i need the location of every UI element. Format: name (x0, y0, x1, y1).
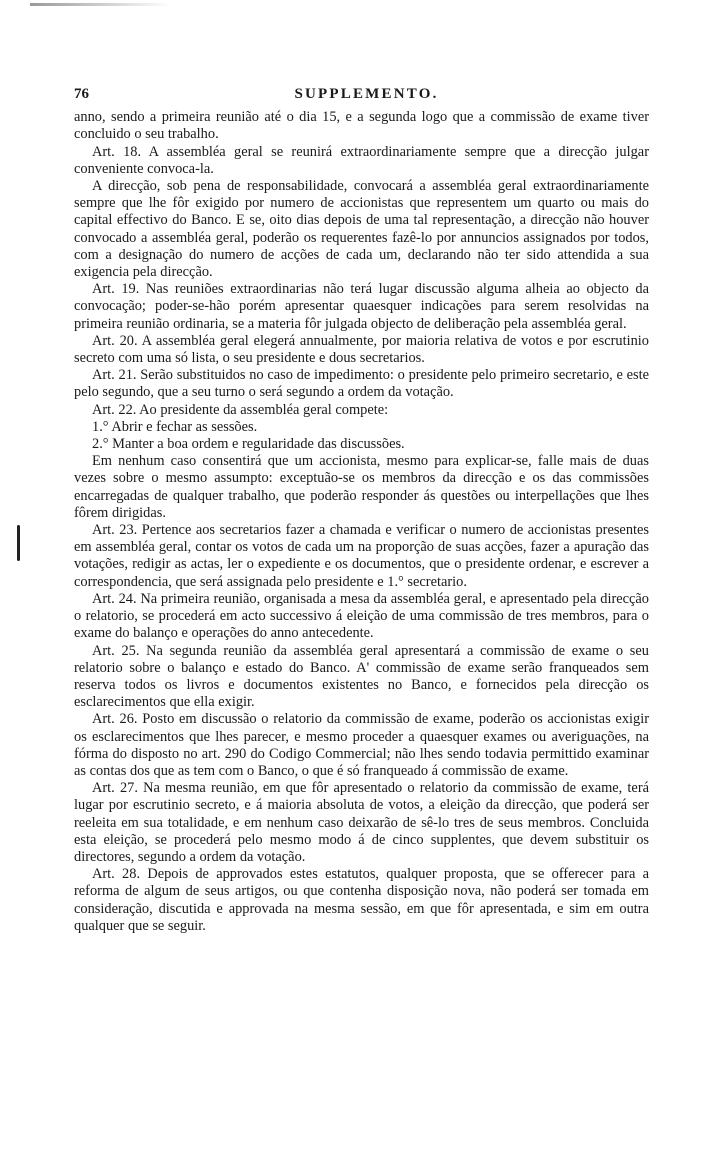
running-title: SUPPLEMENTO. (294, 86, 439, 102)
scan-artifact-top (30, 3, 170, 6)
paragraph-art-18: Art. 18. A assembléa geral se reunirá extraordinariamente sempre que a direcção julgar conveniente convoca-la. (74, 143, 649, 177)
paragraph-art-20: Art. 20. A assembléa geral elegerá annualmente, por maioria relativa de votos e por escrutinio secreto com uma só lista, o seu presidente e dous secretarios. (74, 332, 649, 367)
list-item-1: 1.° Abrir e fechar as sessões. (92, 418, 258, 435)
paragraph-continuation: anno, sendo a primeira reunião até o dia 15, e a segunda logo que a commissão de exame tiver concluido o seu trabalho. (74, 109, 649, 143)
paragraph-art-18-cont: A direcção, sob pena de responsabilidade, convocará a assembléa geral extraordinariamente sempre que lhe fôr exigido por numero de accionistas que representem um quarto ou mais do capital effectivo do Banco. E se, oito dias depois de uma tal representação, a direcção não houver convocado a assembléa geral, poderão os requerentes fazê-lo por annuncios assignados por todos, com a designação do numero de acções de cada um, declarando não ter sido attendida a sua exigencia pela direcção. (74, 178, 649, 281)
paragraph-art-25: Art. 25. Na segunda reunião da assembléa geral apresentará a commissão de exame o seu relatorio sobre o balanço e estado do Banco. A' commissão de exame serão franqueados sem reserva todos os livros e documentos existentes no Banco, e fornecidos pela direcção os esclarecimentos que ella exigir. (74, 642, 649, 711)
paragraph-art-23: Art. 23. Pertence aos secretarios fazer a chamada e verificar o numero de accionistas presentes em assembléa geral, contar os votos de cada um na proporção de suas acções, fazer a apuração das votações, redigir as actas, ler o expediente e os documentos, que o presidente ordenar, e escrever a correspondencia, que será assignada pelo presidente e 1.° secretario. (74, 522, 649, 590)
document-page (74, 86, 649, 935)
page-header (74, 86, 649, 103)
paragraph-art-22-cont: Em nenhum caso consentirá que um accionista, mesmo para explicar-se, falle mais de duas vezes sobre o mesmo assumpto: exceptuão-se os membros da direcção e os das commissões encarregadas de qualquer trabalho, que poderão responder ás questões ou interpellações que lhes fôrem dirigidas. (74, 453, 649, 521)
paragraph-art-21: Art. 21. Serão substituidos no caso de impedimento: o presidente pelo primeiro secretario, e este pelo segundo, que a seu turno o será segundo a ordem da votação. (74, 367, 649, 401)
paragraph-art-26: Art. 26. Posto em discussão o relatorio da commissão de exame, poderão os accionistas exigir os esclarecimentos que lhes parecer, e mesmo proceder a quaesquer exames ou averiguações, na fórma do disposto no art. 290 do Codigo Commercial; não lhes sendo todavia permittido examinar as contas dos que as tem com o Banco, o que é só franqueado á commissão de exame. (74, 711, 649, 779)
page-number: 76 (74, 86, 89, 102)
margin-mark (17, 525, 20, 561)
paragraph-art-19: Art. 19. Nas reuniões extraordinarias não terá lugar discussão alguma alheia ao objecto da convocação; poder-se-hão porém apresentar quaesquer indicações para serem resolvidas na primeira reunião ordinaria, se a materia fôr julgada objecto de deliberação pela assembléa geral. (74, 281, 649, 332)
paragraph-art-27: Art. 27. Na mesma reunião, em que fôr apresentado o relatorio da commissão de exame, terá lugar por escrutinio secreto, e á maioria absoluta de votos, a eleição da direcção, que poderá ser reeleita em sua totalidade, e em nenhum caso deixarão de sê-lo tres de seus membros. Concluida esta eleição, se procederá pelo mesmo modo á de cinco supplentes, que devem substituir os directores, segundo a ordem da votação. (74, 780, 649, 865)
paragraph-art-28: Art. 28. Depois de approvados estes estatutos, qualquer proposta, que se offerecer para a reforma de algum de seus artigos, ou que contenha disposição nova, não poderá ser tomada em consideração, discutida e approvada na mesma sessão, em que fôr apresentada, e sim em outra qualquer que se seguir. (74, 866, 649, 934)
paragraph-art-22: Art. 22. Ao presidente da assembléa geral compete: (92, 401, 389, 418)
paragraph-art-24: Art. 24. Na primeira reunião, organisada a mesa da assembléa geral, e apresentado pela direcção o relatorio, se procederá em acto successivo á eleição de uma commissão de tres membros, para o exame do balanço e operações do anno antecedente. (74, 590, 649, 642)
list-item-2: 2.° Manter a boa ordem e regularidade das discussões. (92, 436, 405, 453)
